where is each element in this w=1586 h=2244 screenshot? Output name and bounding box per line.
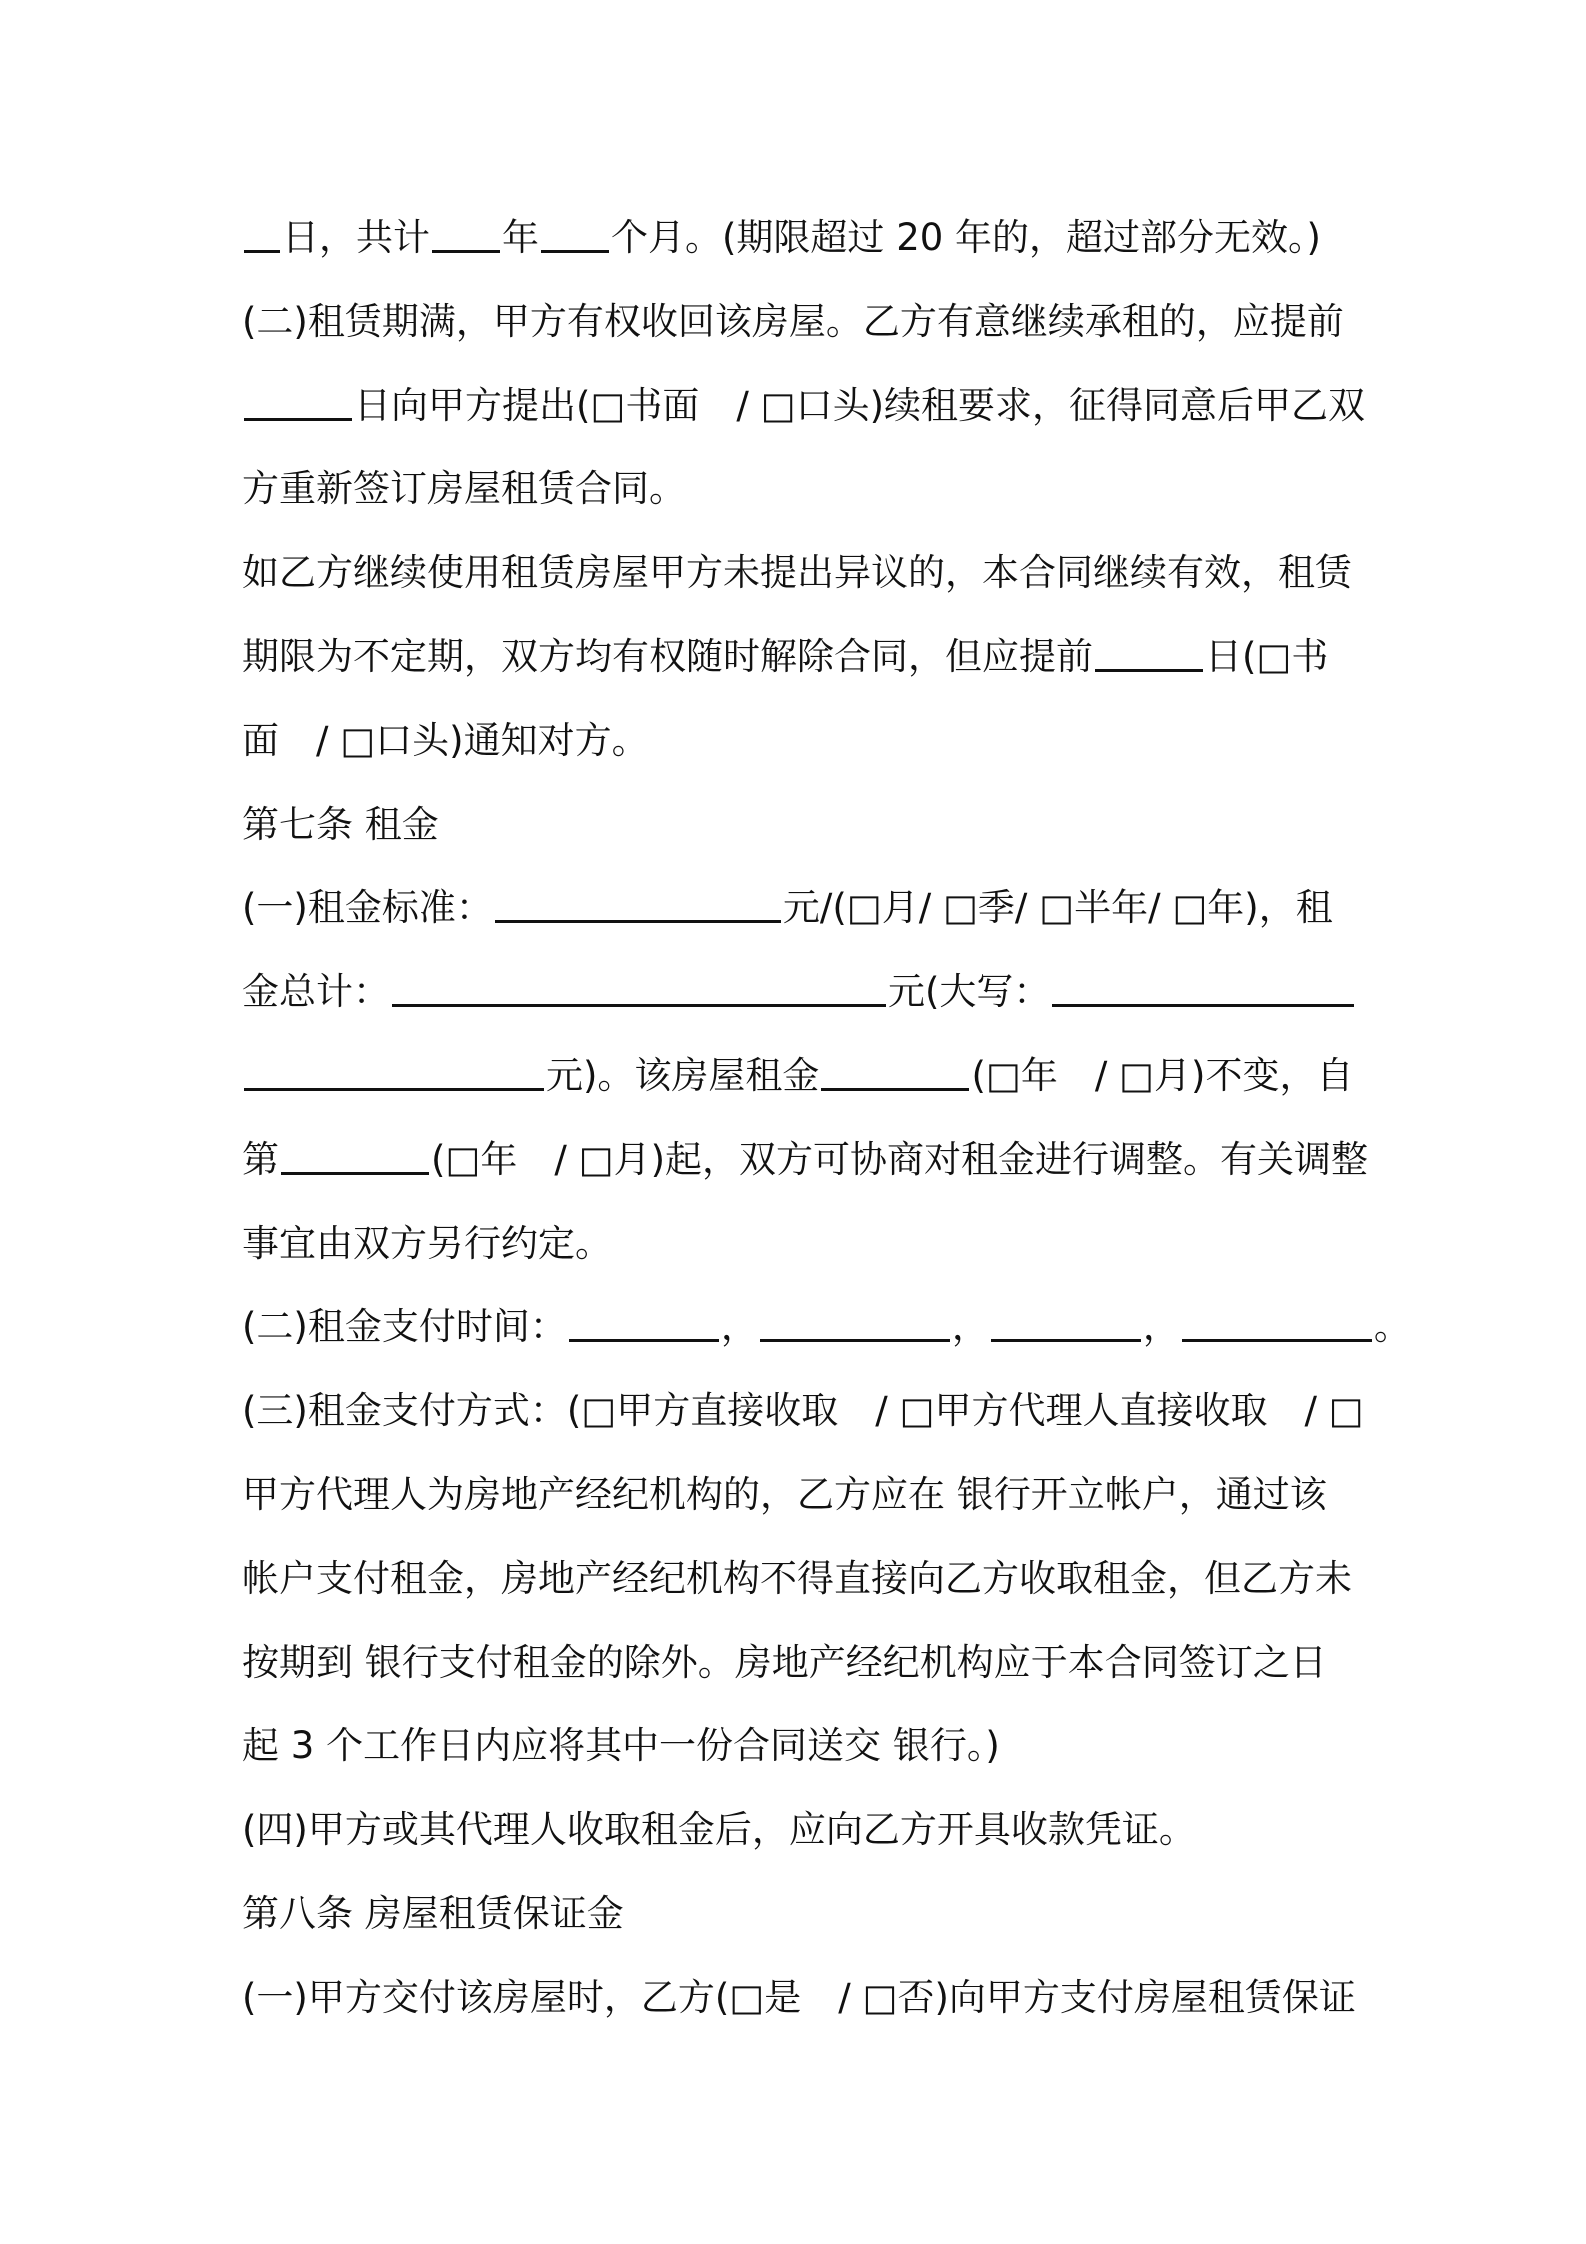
text-line xyxy=(242,1956,1356,2040)
text-line xyxy=(242,783,1352,867)
text-line xyxy=(242,866,1352,950)
text-line xyxy=(242,1453,1352,1537)
text-line xyxy=(242,1872,1352,1956)
fill-in-blank[interactable] xyxy=(541,215,609,253)
text-line xyxy=(242,1704,1352,1788)
text-line xyxy=(242,1369,1364,1453)
fill-in-blank[interactable] xyxy=(244,382,352,420)
text-segment: 日向甲方提出(□书面 / □口头)续租要求，征得同意后甲乙双 xyxy=(354,383,1366,427)
text-segment: (二)租金支付时间： xyxy=(242,1305,567,1349)
fill-in-blank[interactable] xyxy=(244,1053,544,1091)
text-line xyxy=(242,447,1352,531)
fill-in-blank[interactable] xyxy=(821,1053,969,1091)
text-segment: ， xyxy=(720,1305,758,1349)
text-line xyxy=(242,1537,1352,1621)
fill-in-blank[interactable] xyxy=(244,215,280,253)
text-segment: 第 xyxy=(242,1137,279,1181)
text-line xyxy=(242,196,1352,280)
fill-in-blank[interactable] xyxy=(991,1304,1141,1342)
text-segment: 面 / □口头)通知对方。 xyxy=(242,718,649,762)
text-segment: 甲方代理人为房地产经纪机构的，乙方应在 银行开立帐户，通过该 xyxy=(242,1472,1327,1516)
text-line xyxy=(242,280,1352,364)
text-segment: 期限为不定期，双方均有权随时解除合同，但应提前 xyxy=(242,634,1093,678)
text-segment: 如乙方继续使用租赁房屋甲方未提出异议的，本合同继续有效，租赁 xyxy=(242,551,1352,595)
fill-in-blank[interactable] xyxy=(1095,634,1203,672)
text-segment: 事宜由双方另行约定。 xyxy=(242,1221,612,1265)
fill-in-blank[interactable] xyxy=(432,215,500,253)
text-segment: ， xyxy=(1142,1305,1180,1349)
text-segment: 元(大写： xyxy=(888,970,1051,1014)
text-line xyxy=(242,1285,1411,1369)
text-line xyxy=(242,950,1352,1034)
text-segment: 第七条 租金 xyxy=(242,802,439,846)
text-segment: 年 xyxy=(502,216,539,259)
fill-in-blank[interactable] xyxy=(281,1137,429,1175)
text-segment: 金总计： xyxy=(242,970,390,1014)
text-segment: 元)。该房屋租金 xyxy=(546,1053,820,1097)
fill-in-blank[interactable] xyxy=(760,1304,950,1342)
text-segment: 起 3 个工作日内应将其中一份合同送交 银行。) xyxy=(242,1724,1000,1768)
text-segment: ， xyxy=(951,1305,989,1349)
text-segment: (二)租赁期满，甲方有权收回该房屋。乙方有意继续承租的，应提前 xyxy=(242,299,1344,343)
text-line xyxy=(242,364,1366,448)
text-segment: (一)租金标准： xyxy=(242,886,493,930)
text-segment: 帐户支付租金，房地产经纪机构不得直接向乙方收取租金，但乙方未 xyxy=(242,1556,1352,1600)
text-line xyxy=(242,531,1352,615)
text-segment: (一)甲方交付该房屋时，乙方(□是 / □否)向甲方支付房屋租赁保证 xyxy=(242,1975,1356,2019)
text-line xyxy=(242,1788,1352,1872)
text-line xyxy=(242,1621,1352,1705)
text-line xyxy=(242,1118,1369,1202)
text-segment: 元/(□月/ □季/ □半年/ □年)，租 xyxy=(782,886,1333,930)
text-segment: (□年 / □月)不变，自 xyxy=(971,1053,1354,1097)
document-page xyxy=(242,196,1411,2040)
text-segment: 。 xyxy=(1373,1305,1411,1349)
text-line xyxy=(242,1202,1352,1286)
text-segment: 日(□书 xyxy=(1205,634,1329,678)
text-segment: 第八条 房屋租赁保证金 xyxy=(242,1891,624,1935)
text-segment: 方重新签订房屋租赁合同。 xyxy=(242,467,686,511)
fill-in-blank[interactable] xyxy=(1182,1304,1372,1342)
text-segment: (四)甲方或其代理人收取租金后，应向乙方开具收款凭证。 xyxy=(242,1808,1196,1852)
text-line xyxy=(242,1034,1352,1118)
text-segment: (三)租金支付方式：(□甲方直接收取 / □甲方代理人直接收取 / □ xyxy=(242,1389,1364,1433)
text-segment: (□年 / □月)起，双方可协商对租金进行调整。有关调整 xyxy=(431,1137,1369,1181)
fill-in-blank[interactable] xyxy=(1052,969,1354,1007)
fill-in-blank[interactable] xyxy=(495,885,781,923)
text-line xyxy=(242,699,1352,783)
fill-in-blank[interactable] xyxy=(569,1304,719,1342)
text-segment: 个月。(期限超过 20 年的，超过部分无效。) xyxy=(611,216,1321,259)
fill-in-blank[interactable] xyxy=(392,969,886,1007)
text-segment: 日，共计 xyxy=(282,216,430,259)
text-line xyxy=(242,615,1352,699)
text-segment: 按期到 银行支付租金的除外。房地产经纪机构应于本合同签订之日 xyxy=(242,1640,1327,1684)
